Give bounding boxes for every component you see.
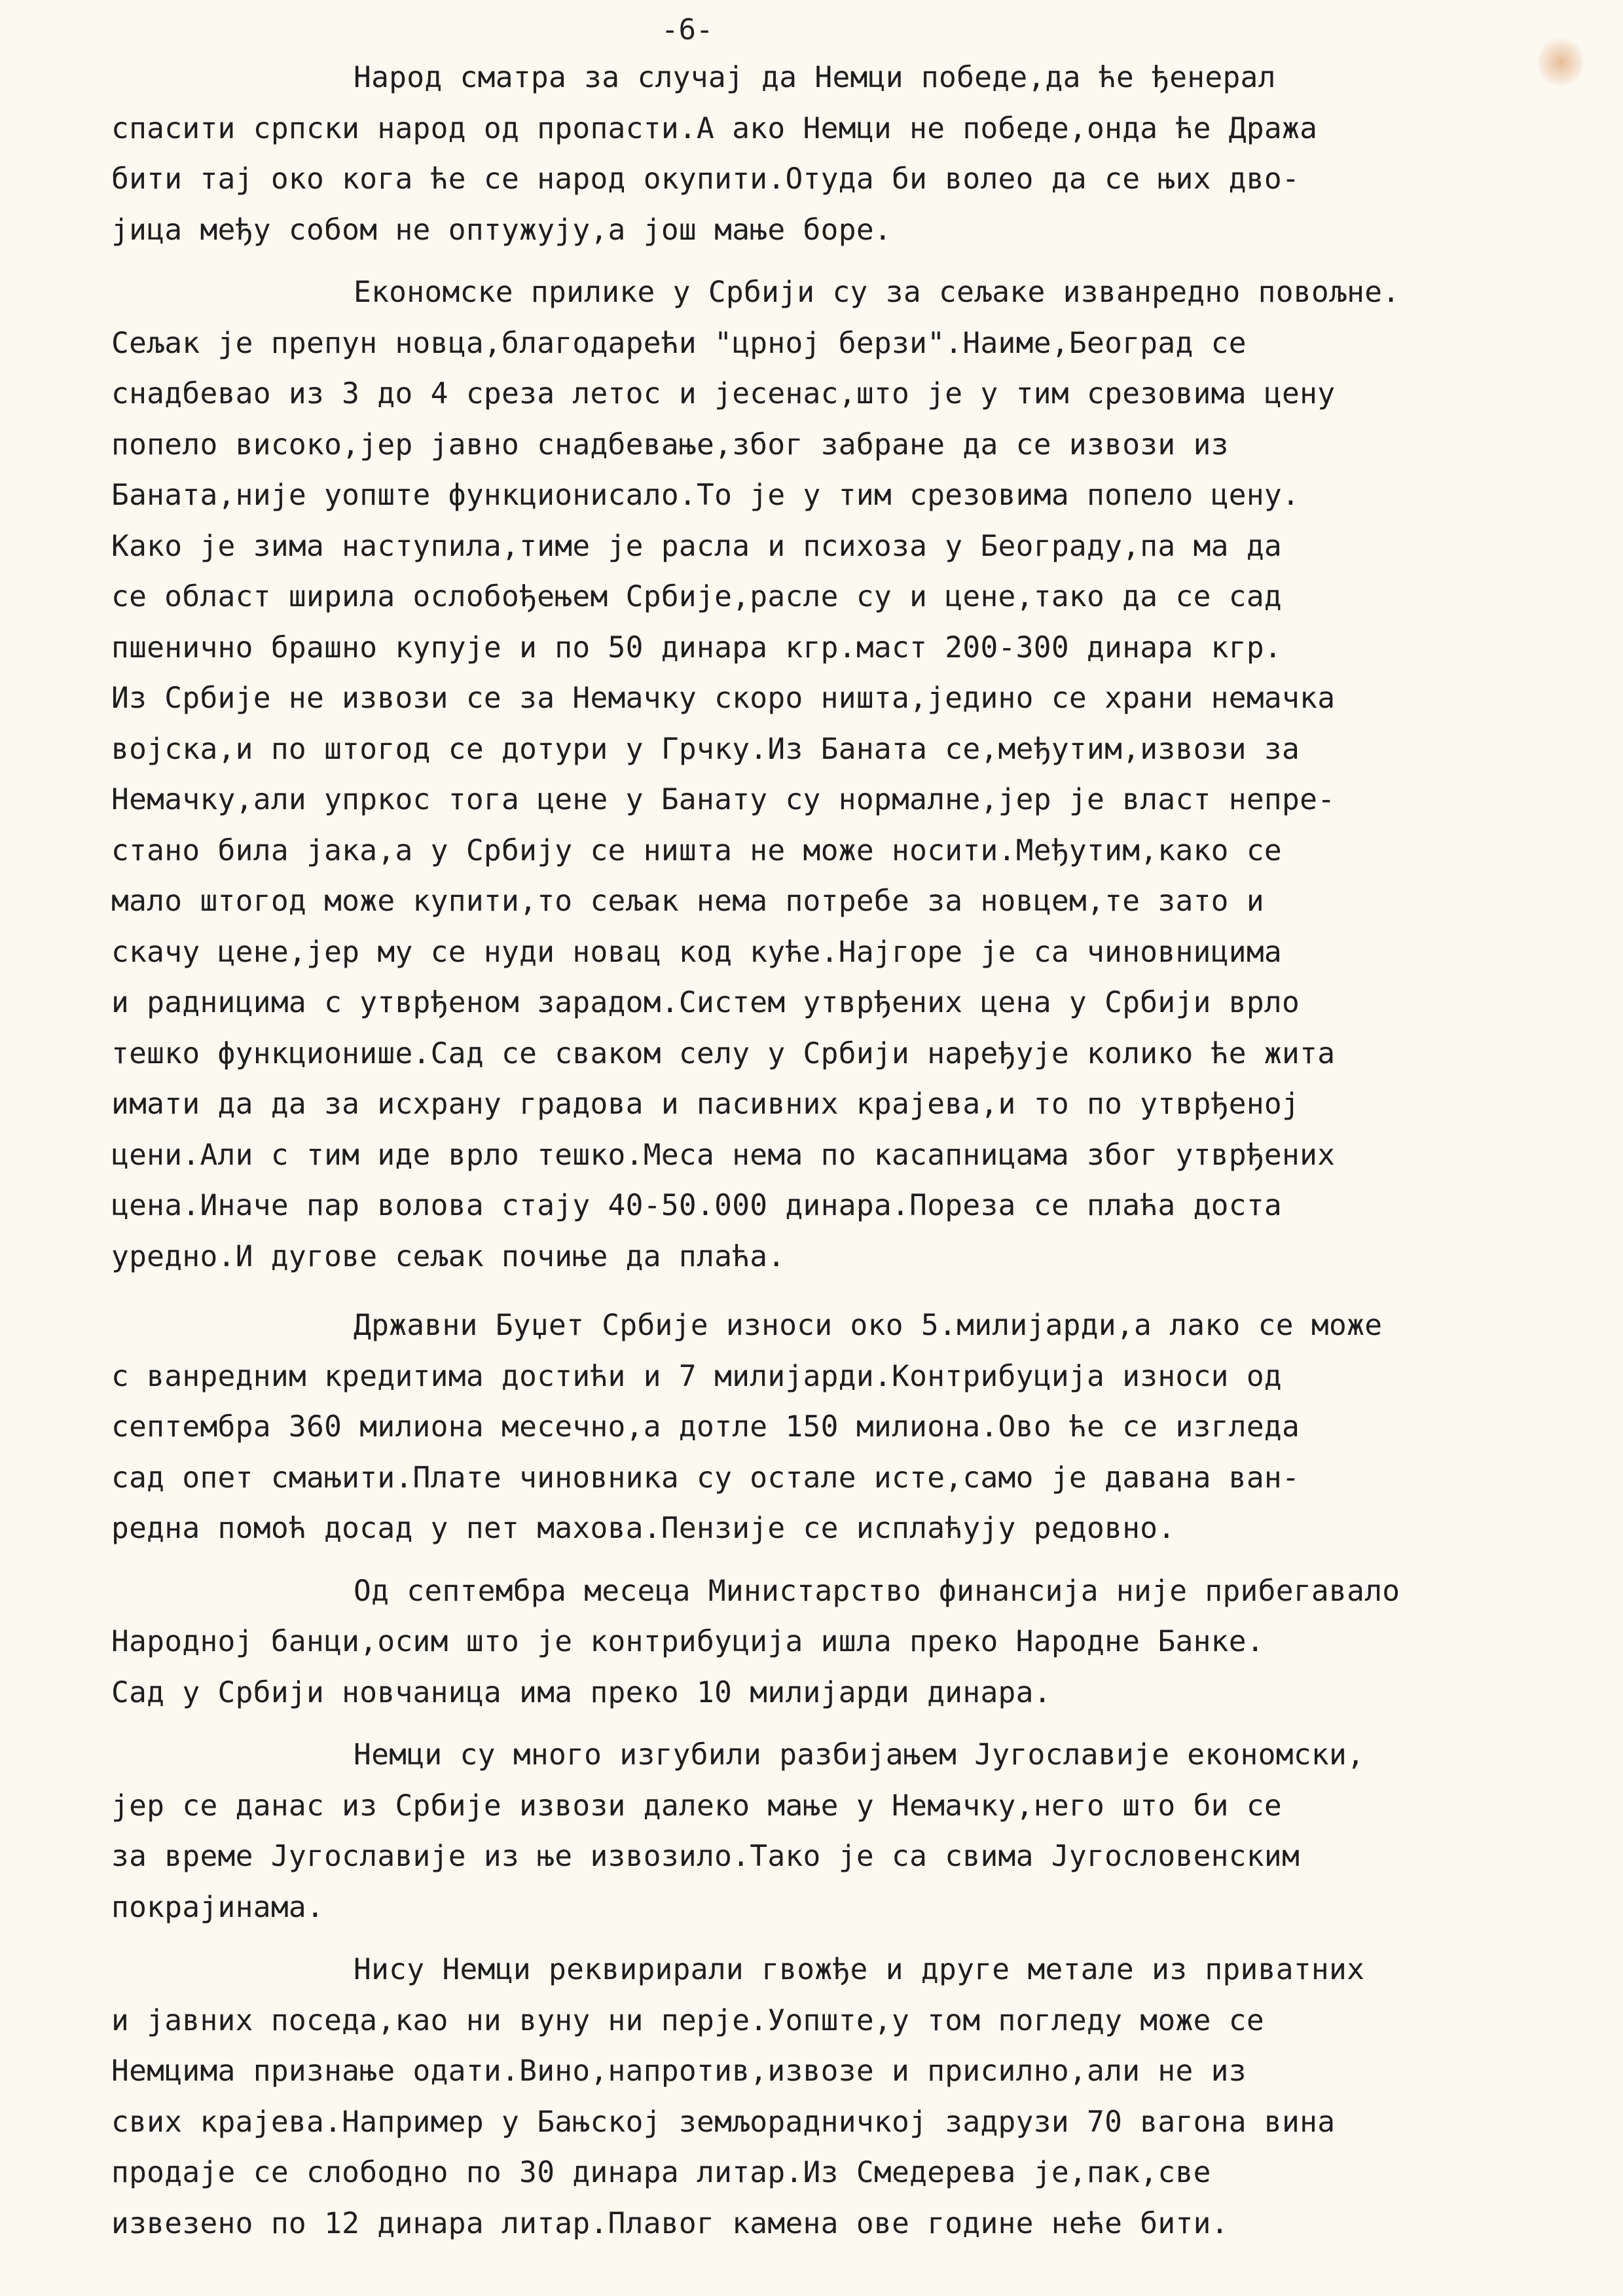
text-line: спасити српски народ од пропасти.А ако Немци не победе,онда ће Дража bbox=[111, 111, 1318, 145]
text-line: Сад у Србији новчаница има преко 10 милијарди динара. bbox=[111, 1675, 1051, 1709]
text-line: с ванредним кредитима достићи и 7 милијарди.Контрибуција износи од bbox=[111, 1359, 1283, 1393]
text-line: Народној банци,осим што је контрибуција ишла преко Народне Банке. bbox=[111, 1625, 1264, 1658]
text-line: Народ сматра за случај да Немци победе,да ће ђенерал bbox=[354, 61, 1276, 94]
text-line: стано била јака,а у Србију се ништа не може носити.Међутим,како се bbox=[111, 833, 1283, 867]
text-line: Нису Немци реквирирали гвожђе и друге метале из приватних bbox=[354, 1953, 1365, 1986]
text-line: Економске прилике у Србији су за сељаке изванредно повољне. bbox=[354, 276, 1400, 309]
text-line: Баната,није уопште функционисало.То је у тим срезовима попело цену. bbox=[111, 479, 1300, 512]
page-number: -6- bbox=[661, 13, 714, 46]
paragraph bbox=[111, 267, 1552, 1282]
text-line: тешко функционише.Сад се сваком селу у Србији наређује колико ће жита bbox=[111, 1036, 1336, 1070]
text-line: бити тај око кога ће се народ окупити.Отуда би волео да се њих дво- bbox=[111, 162, 1300, 196]
text-line: пшенично брашно купује и по 50 динара кгр.маст 200-300 динара кгр. bbox=[111, 630, 1283, 665]
text-line: и радницима с утврђеном зарадом.Систем утврђених цена у Србији врло bbox=[111, 986, 1300, 1019]
text-line: свих крајева.Например у Бањској земљорадничкој задрузи 70 вагона вина bbox=[111, 2105, 1336, 2139]
text-line: скачу цене,јер му се нуди новац код куће.Најгоре је са чиновницима bbox=[111, 935, 1283, 969]
paragraph bbox=[111, 1300, 1552, 1554]
text-line: имати да да за исхрану градова и пасивних крајева,и то по утврђеној bbox=[111, 1087, 1300, 1121]
text-line: Државни Буџет Србије износи око 5.милијарди,а лако се може bbox=[354, 1309, 1383, 1342]
text-line: снадбевао из 3 до 4 среза летос и јесенас,што је у тим срезовима цену bbox=[111, 377, 1336, 410]
text-line: Из Србије не извози се за Немачку скоро ништа,једино се храни немачка bbox=[111, 682, 1336, 715]
text-line: покрајинама. bbox=[111, 1890, 325, 1924]
text-line: продаје се слободно по 30 динара литар.Из Смедерева је,пак,све bbox=[111, 2156, 1211, 2189]
text-line: и јавних поседа,као ни вуну ни перје.Уопште,у том погледу може се bbox=[111, 2003, 1264, 2037]
text-line: Како је зима наступила,тиме је расла и психоза у Београду,па ма да bbox=[111, 529, 1283, 563]
text-line: сад опет смањити.Плате чиновника су остале исте,само је давана ван- bbox=[111, 1461, 1300, 1495]
text-line: мало штогод може купити,то сељак нема потребе за новцем,те зато и bbox=[111, 884, 1264, 918]
text-line: јер се данас из Србије извози далеко мање у Немачку,него што би се bbox=[111, 1789, 1283, 1823]
text-line: за време Југославије из ње извозило.Тако је са свима Југословенским bbox=[111, 1840, 1300, 1873]
paragraph bbox=[111, 1944, 1552, 2249]
text-line: Немцима признање одати.Вино,напротив,извозе и присилно,али не из bbox=[111, 2054, 1247, 2088]
text-line: војска,и по штогод се дотури у Грчку.Из Баната се,међутим,извози за bbox=[111, 732, 1300, 766]
text-line: Сељак је препун новца,благодарећи "црној берзи".Наиме,Београд се bbox=[111, 326, 1247, 360]
text-line: јица међу собом не оптужују,а још мање боре. bbox=[111, 213, 892, 247]
text-line: Од септембра месеца Министарство финансија није прибегавало bbox=[354, 1574, 1400, 1608]
text-line: редна помоћ досад у пет махова.Пензије се исплаћују редовно. bbox=[111, 1512, 1176, 1545]
paragraph bbox=[111, 52, 1552, 255]
text-line: се област ширила ослобођењем Србије,расле су и цене,тако да се сад bbox=[111, 580, 1283, 613]
text-line: попело високо,јер јавно снадбевање,због забране да се извози из bbox=[111, 428, 1229, 462]
text-line: уредно.И дугове сељак почиње да плаћа. bbox=[111, 1239, 786, 1273]
text-line: Немачку,али упркос тога цене у Банату су нормалне,јер је власт непре- bbox=[111, 783, 1336, 816]
paragraph bbox=[111, 1566, 1552, 1719]
text-line: цена.Иначе пар волова стају 40-50.000 динара.Пореза се плаћа доста bbox=[111, 1189, 1283, 1222]
text-line: извезено по 12 динара литар.Плавог камена ове године неће бити. bbox=[111, 2206, 1229, 2240]
document-body bbox=[111, 52, 1552, 2249]
text-line: цени.Али с тим иде врло тешко.Меса нема по касапницама због утврђених bbox=[111, 1138, 1336, 1172]
text-line: септембра 360 милиона месечно,а дотле 150 милиона.Ово ће се изгледа bbox=[111, 1410, 1300, 1444]
paragraph bbox=[111, 1730, 1552, 1933]
text-line: Немци су много изгубили разбијањем Југославије економски, bbox=[354, 1738, 1365, 1772]
